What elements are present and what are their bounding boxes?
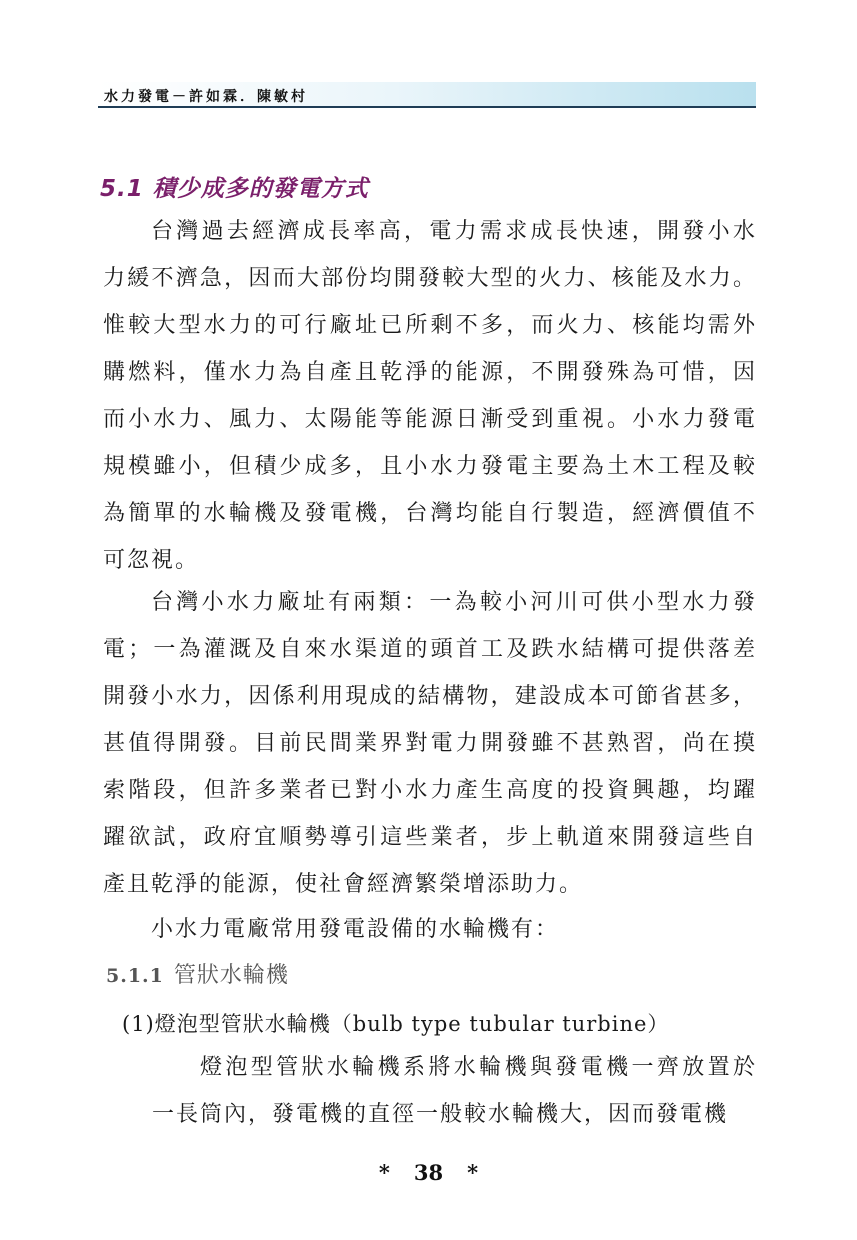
paragraph-2 bbox=[103, 579, 757, 908]
paragraph-line: 台灣過去經濟成長率高，電力需求成長快速，開發小水 bbox=[151, 219, 757, 244]
paragraph-line: 惟較大型水力的可行廠址已所剩不多，而火力、核能均需外 bbox=[103, 313, 757, 338]
subsection-heading bbox=[106, 958, 289, 989]
paragraph-line: 力緩不濟急，因而大部份均開發較大型的火力、核能及水力。 bbox=[103, 266, 757, 291]
footer-star-right: * bbox=[467, 1160, 479, 1185]
paragraph-line: 小水力電廠常用發電設備的水輪機有： bbox=[151, 917, 560, 942]
paragraph-3 bbox=[103, 906, 757, 953]
running-header bbox=[98, 82, 756, 108]
paragraph-line: 購燃料，僅水力為自產且乾淨的能源，不開發殊為可惜，因 bbox=[103, 360, 757, 385]
paragraph-4 bbox=[152, 1044, 757, 1138]
paragraph-line: 燈泡型管狀水輪機系將水輪機與發電機一齊放置於 bbox=[200, 1055, 757, 1080]
paragraph-1 bbox=[103, 208, 757, 584]
paragraph-line: 甚值得開發。目前民間業界對電力開發雖不甚熟習，尚在摸 bbox=[103, 731, 757, 756]
paragraph-line: 可忽視。 bbox=[103, 548, 200, 573]
paragraph-line: 電；一為灌溉及自來水渠道的頭首工及跌水結構可提供落差 bbox=[103, 637, 757, 662]
subsection-title: 管狀水輪機 bbox=[173, 963, 289, 988]
paragraph-line: 開發小水力，因係利用現成的結構物，建設成本可節省甚多， bbox=[103, 684, 757, 709]
page-number: 38 bbox=[413, 1160, 444, 1185]
page-footer bbox=[0, 1160, 857, 1185]
paragraph-line: 為簡單的水輪機及發電機，台灣均能自行製造，經濟價值不 bbox=[103, 501, 757, 526]
section-heading: 5.1 積少成多的發電方式 bbox=[100, 176, 369, 202]
paragraph-line: 規模雖小，但積少成多，且小水力發電主要為土木工程及較 bbox=[103, 454, 757, 479]
paragraph-line: 而小水力、風力、太陽能等能源日漸受到重視。小水力發電 bbox=[103, 407, 757, 432]
running-header-title: 水力發電－許如霖．陳敏村 bbox=[104, 89, 308, 105]
paragraph-line: 索階段，但許多業者已對小水力產生高度的投資興趣，均躍 bbox=[103, 778, 757, 803]
paragraph-line: 一長筒內，發電機的直徑一般較水輪機大，因而發電機 bbox=[152, 1102, 729, 1127]
paragraph-line: 躍欲試，政府宜順勢導引這些業者，步上軌道來開發這些自 bbox=[103, 825, 757, 850]
subsection-number: 5.1.1 bbox=[106, 965, 164, 987]
paragraph-line: 產且乾淨的能源，使社會經濟繁榮增添助力。 bbox=[103, 872, 584, 897]
item-title: (1)燈泡型管狀水輪機（bulb type tubular turbine） bbox=[122, 1012, 670, 1036]
footer-star-left: * bbox=[378, 1160, 390, 1185]
paragraph-line: 台灣小水力廠址有兩類：一為較小河川可供小型水力發 bbox=[151, 590, 757, 615]
